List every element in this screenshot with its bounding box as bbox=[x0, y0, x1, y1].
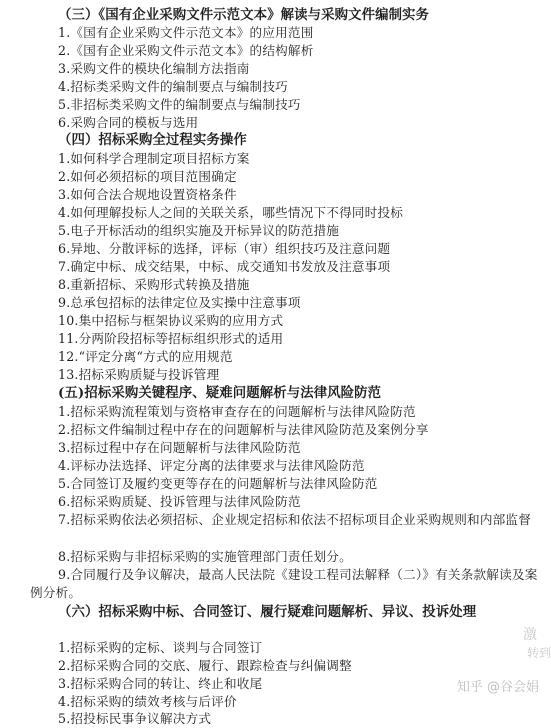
list-item: 1.招标采购的定标、谈判与合同签订 bbox=[58, 640, 263, 655]
watermark-side-bottom: 转到 bbox=[526, 646, 551, 660]
list-item: 5.电子开标活动的组织实施及开标异议的防范措施 bbox=[58, 223, 340, 238]
list-item: 8.招标采购与非招标采购的实施管理部门责任划分。 bbox=[58, 549, 352, 564]
list-item: 9.总承包招标的法律定位及实操中注意事项 bbox=[58, 295, 301, 310]
list-item: 6.招标采购质疑、投诉管理与法律风险防范 bbox=[58, 494, 301, 509]
list-item: 4.招标采购的绩效考核与后评价 bbox=[58, 694, 237, 709]
list-item: 10.集中招标与框架协议采购的应用方式 bbox=[58, 313, 284, 328]
section-3-heading: （三）《国有企业采购文件示范文本》解读与采购文件编制实务 bbox=[58, 7, 430, 23]
list-item: 4.招标类采购文件的编制要点与编制技巧 bbox=[58, 79, 288, 94]
list-item: 7.确定中标、成交结果，中标、成交通知书发放及注意事项 bbox=[58, 259, 391, 274]
list-item: 13.招标采购质疑与投诉管理 bbox=[58, 367, 220, 382]
section-6-heading: （六）招标采购中标、合同签订、履行疑难问题解析、异议、投诉处理 bbox=[58, 604, 477, 620]
watermark-side-top: 激 bbox=[523, 627, 537, 643]
list-item: 1.招标采购流程策划与资格审查存在的问题解析与法律风险防范 bbox=[58, 404, 416, 419]
list-item: 3.如何合法合规地设置资格条件 bbox=[58, 187, 237, 202]
list-item: 5.招投标民事争议解决方式 bbox=[58, 711, 212, 726]
list-item: 2.如何必须招标的项目范围确定 bbox=[58, 169, 237, 184]
list-item: 2.《国有企业采购文件示范文本》的结构解析 bbox=[58, 43, 314, 58]
list-item: 8.重新招标、采购形式转换及措施 bbox=[58, 277, 250, 292]
list-item: 2.招标文件编制过程中存在的问题解析与法律风险防范及案例分享 bbox=[58, 422, 429, 437]
list-item: 12.“评定分离“方式的应用规范 bbox=[58, 349, 233, 364]
watermark-author: 知乎 @谷会娟 bbox=[456, 680, 539, 695]
list-item: 6.异地、分散评标的选择，评标（审）组织技巧及注意问题 bbox=[58, 241, 391, 256]
list-item: 3.招标采购合同的转让、终止和收尾 bbox=[58, 676, 263, 691]
section-4-heading: （四）招标采购全过程实务操作 bbox=[58, 132, 247, 148]
list-item: 9.合同履行及争议解决，最高人民法院《建设工程司法解释（二）》有关条款解读及案例分析。 bbox=[30, 567, 538, 600]
list-item: 6.采购合同的模板与选用 bbox=[58, 115, 199, 130]
list-item: 5.非招标类采购文件的编制要点与编制技巧 bbox=[58, 97, 301, 112]
list-item: 4.如何理解投标人之间的关联关系，哪些情况下不得同时投标 bbox=[58, 205, 404, 220]
list-item: 3.招标过程中存在问题解析与法律风险防范 bbox=[58, 440, 301, 455]
list-item: 3.采购文件的模块化编制方法指南 bbox=[58, 61, 250, 76]
list-item: 5.合同签订及履约变更等存在的问题解析与法律风险防范 bbox=[58, 476, 378, 491]
section-5-heading: (五)招标采购关键程序、疑难问题解析与法律风险防范 bbox=[58, 385, 382, 401]
list-item: 7.招标采购依法必须招标、企业规定招标和依法不招标项目企业采购规则和内部监督 bbox=[58, 512, 531, 527]
list-item: 1.《国有企业采购文件示范文本》的应用范围 bbox=[58, 25, 314, 40]
list-item: 4.评标办法选择、评定分离的法律要求与法律风险防范 bbox=[58, 458, 365, 473]
list-item: 1.如何科学合理制定项目招标方案 bbox=[58, 151, 250, 166]
list-item: 11.分两阶段招标等招标组织形式的适用 bbox=[58, 331, 284, 346]
list-item: 2.招标采购合同的交底、履行、跟踪检查与纠偏调整 bbox=[58, 658, 352, 673]
